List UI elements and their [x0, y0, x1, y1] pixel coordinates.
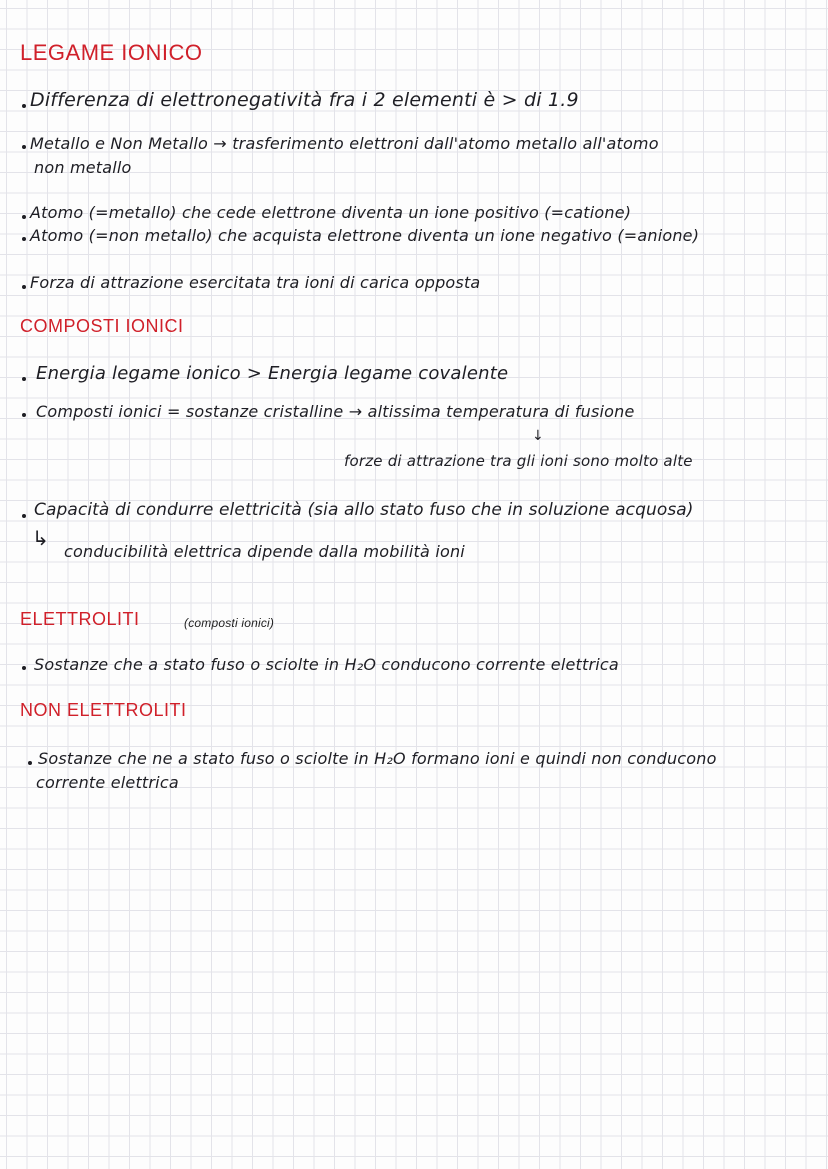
note-line: Energia legame ionico > Energia legame covalente: [36, 363, 509, 384]
section-title-elettroliti: ELETTROLITI: [20, 609, 140, 629]
note-line: Capacità di condurre elettricità (sia allo stato fuso che in soluzione acquosa): [34, 500, 694, 520]
bullet-dot: [22, 215, 26, 219]
bullet-dot: [22, 285, 26, 289]
bullet-dot: [22, 104, 26, 108]
section-title-non-elettroliti: NON ELETTROLITI: [20, 700, 187, 720]
note-line: Sostanze che a stato fuso o sciolte in H₂O conducono corrente elettrica: [34, 655, 619, 674]
section-subtitle: (composti ionici): [184, 616, 275, 630]
section-title-composti-ionici: COMPOSTI IONICI: [20, 316, 184, 336]
note-line: Atomo (=metallo) che cede elettrone diventa un ione positivo (=catione): [30, 203, 632, 222]
bullet-dot: [22, 514, 26, 518]
bullet-dot: [22, 237, 26, 241]
down-arrow-icon: ↓: [532, 428, 544, 444]
section-title-legame-ionico: LEGAME IONICO: [20, 40, 203, 65]
bullet-dot: [22, 413, 26, 417]
note-line: Composti ionici = sostanze cristalline → altissima temperatura di fusione: [36, 402, 635, 421]
bullet-dot: [22, 377, 26, 381]
note-line: Sostanze che ne a stato fuso o sciolte in H₂O formano ioni e quindi non conducono: [38, 749, 717, 768]
note-line: non metallo: [34, 158, 132, 177]
note-line: Atomo (=non metallo) che acquista elettrone diventa un ione negativo (=anione): [30, 226, 700, 245]
bullet-dot: [28, 761, 32, 765]
note-line: forze di attrazione tra gli ioni sono molto alte: [344, 452, 693, 470]
note-line: conducibilità elettrica dipende dalla mobilità ioni: [64, 542, 465, 561]
note-line: corrente elettrica: [36, 773, 179, 792]
note-line: Differenza di elettronegatività fra i 2 elementi è > di 1.9: [30, 89, 579, 111]
hook-arrow-icon: ↳: [32, 526, 49, 550]
note-line: Metallo e Non Metallo → trasferimento elettroni dall'atomo metallo all'atomo: [30, 134, 659, 153]
bullet-dot: [22, 145, 26, 149]
bullet-dot: [22, 666, 26, 670]
note-line: Forza di attrazione esercitata tra ioni di carica opposta: [30, 273, 481, 292]
